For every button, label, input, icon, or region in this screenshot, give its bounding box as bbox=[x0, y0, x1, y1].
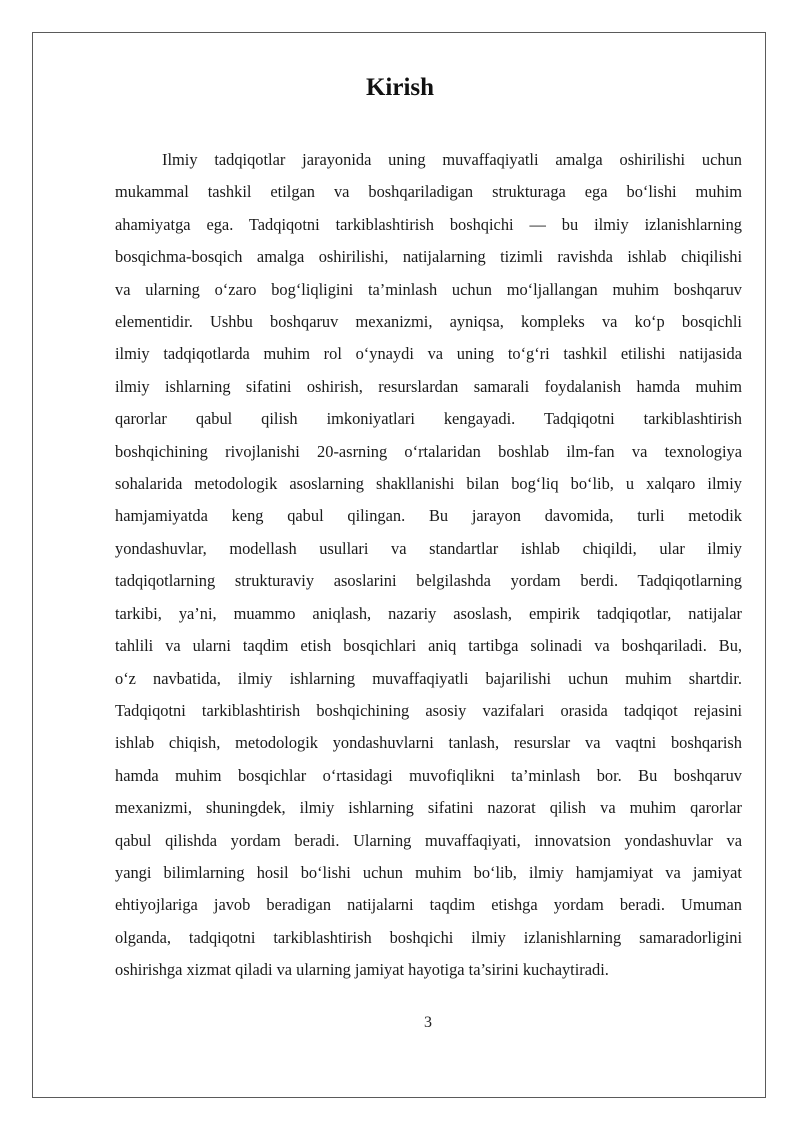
paragraph-line: ishlab chiqish, metodologik yondashuvlarni tanlash, resurslar va vaqtni boshqarish bbox=[115, 733, 742, 753]
paragraph-line: qabul qilishda yordam beradi. Ularning muvaffaqiyati, innovatsion yondashuvlar va bbox=[115, 830, 742, 850]
paragraph-line: ehtiyojlariga javob beradigan natijalarni taqdim etishga yordam beradi. Umuman bbox=[115, 895, 742, 915]
paragraph-line: boshqichining rivojlanishi 20-asrning o‘rtalaridan boshlab ilm-fan va texnologiya bbox=[115, 441, 742, 461]
paragraph-line: yondashuvlar, modellash usullari va standartlar ishlab chiqildi, ular ilmiy bbox=[115, 538, 742, 558]
paragraph-line: ilmiy tadqiqotlarda muhim rol o‘ynaydi va uning to‘g‘ri tashkil etilishi natijasida bbox=[115, 344, 742, 364]
page-number: 3 bbox=[424, 1014, 432, 1031]
paragraph-line: yangi bilimlarning hosil bo‘lishi uchun muhim bo‘lib, ilmiy hamjamiyat va jamiyat bbox=[115, 862, 742, 882]
paragraph-line: tahlili va ularni taqdim etish bosqichlari aniq tartibga solinadi va boshqariladi. Bu, bbox=[115, 636, 742, 656]
paragraph-line: ahamiyatga ega. Tadqiqotni tarkiblashtirish boshqichi — bu ilmiy izlanishlarning bbox=[115, 214, 742, 234]
paragraph-line: mukammal tashkil etilgan va boshqariladigan strukturaga ega bo‘lishi muhim bbox=[115, 182, 742, 202]
paragraph-line: Ilmiy tadqiqotlar jarayonida uning muvaffaqiyatli amalga oshirilishi uchun bbox=[162, 150, 742, 169]
body-paragraph bbox=[115, 144, 742, 987]
paragraph-line: o‘z navbatida, ilmiy ishlarning muvaffaqiyatli bajarilishi uchun muhim shartdir. bbox=[115, 668, 742, 688]
paragraph-line: ilmiy ishlarning sifatini oshirish, resurslardan samarali foydalanish hamda muhim bbox=[115, 376, 742, 396]
paragraph-line: Tadqiqotni tarkiblashtirish boshqichining asosiy vazifalari orasida tadqiqot rejasini bbox=[115, 700, 742, 720]
paragraph-line: tarkibi, ya’ni, muammo aniqlash, nazariy asoslash, empirik tadqiqotlar, natijalar bbox=[115, 603, 742, 623]
paragraph-line: olganda, tadqiqotni tarkiblashtirish boshqichi ilmiy izlanishlarning samaradorligini bbox=[115, 927, 742, 947]
paragraph-line: hamjamiyatda keng qabul qilingan. Bu jarayon davomida, turli metodik bbox=[115, 506, 742, 526]
paragraph-line: mexanizmi, shuningdek, ilmiy ishlarning sifatini nazorat qilish va muhim qarorlar bbox=[115, 798, 742, 818]
paragraph-line: va ularning o‘zaro bog‘liqligini ta’minlash uchun mo‘ljallangan muhim boshqaruv bbox=[115, 279, 742, 299]
paragraph-line: sohalarida metodologik asoslarning shakllanishi bilan bog‘liq bo‘lib, u xalqaro ilmiy bbox=[115, 474, 742, 494]
paragraph-line: elementidir. Ushbu boshqaruv mexanizmi, ayniqsa, kompleks va ko‘p bosqichli bbox=[115, 312, 742, 332]
paragraph-line: hamda muhim bosqichlar o‘rtasidagi muvofiqlikni ta’minlash bor. Bu boshqaruv bbox=[115, 765, 742, 785]
page-title: Kirish bbox=[365, 74, 435, 101]
paragraph-line: tadqiqotlarning strukturaviy asoslarini belgilashda yordam berdi. Tadqiqotlarning bbox=[115, 571, 742, 591]
paragraph-line: bosqichma-bosqich amalga oshirilishi, natijalarning tizimli ravishda ishlab chiqilishi bbox=[115, 247, 742, 267]
paragraph-line: qarorlar qabul qilish imkoniyatlari kengayadi. Tadqiqotni tarkiblashtirish bbox=[115, 409, 742, 429]
paragraph-line: oshirishga xizmat qiladi va ularning jamiyat hayotiga ta’sirini kuchaytiradi. bbox=[115, 960, 609, 980]
